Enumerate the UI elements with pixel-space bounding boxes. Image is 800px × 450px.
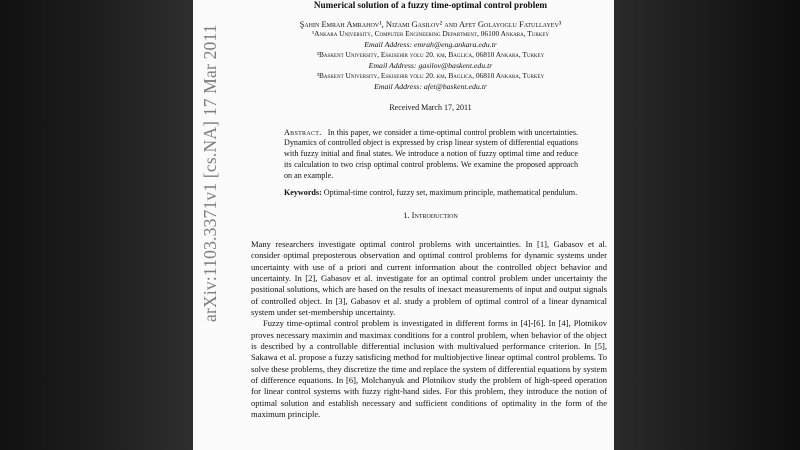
- keywords-label: Keywords:: [284, 187, 322, 197]
- front-matter: [253, 0, 608, 220]
- author-list: Şahin Emrah Amrahov¹, Nizami Gasilov² and Afet Golayoglu Fatullayev³: [299, 19, 562, 29]
- abstract: [284, 128, 578, 182]
- introduction-body: [251, 239, 607, 421]
- paper-page: [193, 0, 614, 450]
- paragraph-2: Fuzzy time-optimal control problem is investigated in different forms in [4]-[6]. In [4], Plotnikov proves necessary maximin and maximax conditions for a control problem, when behavior of the object is described by a controllable differential inclusion with multivalued performance criterion. In [5], Sakawa et al. propose a fuzzy satisficing method for multiobjective linear optimal control problems. To solve these problems, they discretize the time and replace the system of differential equations by system of difference equations. In [6], Molchanyuk and Plotnikov study the problem of high-speed operation for linear control systems with fuzzy right-hand sides. For this problem, they introduce the notion of optimal solution and establish necessary and sufficient conditions of optimality in the form of the maximum principle.: [251, 318, 607, 420]
- received-date: Received March 17, 2011: [389, 102, 472, 112]
- affiliation-3: ³Baskent University, Eskisehir yolu 20. km, Baglica, 06810 Ankara, Turkey: [316, 71, 545, 81]
- affiliation-2: ²Baskent University, Eskisehir yolu 20. km, Baglica, 06810 Ankara, Turkey: [316, 50, 545, 60]
- email-3: Email Address: afet@baskent.edu.tr: [374, 81, 487, 91]
- email-2: Email Address: gasilov@baskent.edu.tr: [368, 60, 493, 70]
- paper-title: Numerical solution of a fuzzy time-optimal control problem: [313, 0, 548, 10]
- keywords-text: Optimal-time control, fuzzy set, maximum principle, mathematical pendulum.: [323, 187, 578, 197]
- left-dark-border: [0, 0, 193, 450]
- section-heading-introduction: 1. Introduction: [403, 210, 458, 221]
- abstract-label: Abstract.: [284, 127, 322, 137]
- right-dark-border: [614, 0, 800, 450]
- keywords: [284, 188, 578, 199]
- abstract-text: In this paper, we consider a time-optimal control problem with uncertainties. Dynamics of controlled object is expressed by crisp linear system of differential equations with fuzzy initial and final states. We introduce a notion of fuzzy optimal time and reduce its calculation to two crisp optimal control problems. We examine the proposed approach on an example.: [284, 127, 578, 180]
- affiliation-1: ¹Ankara University, Computer Engineering Department, 06100 Ankara, Turkey: [311, 29, 550, 38]
- email-1: Email Address: emrah@eng.ankara.edu.tr: [364, 39, 497, 49]
- arxiv-watermark: arXiv:1103.3371v1 [cs.NA] 17 Mar 2011: [200, 24, 220, 322]
- paragraph-1: Many researchers investigate optimal control problems with uncertainties. In [1], Gabasov et al. consider optimal preposterous observation and optimal control problems for dynamic systems under uncertainty with use of a priori and current information about the controlled object behavior and uncertainty. In [2], Gabasov et al. investigate for an optimal control problem under uncertainty the positional solutions, which are based on the results of inexact measurements of input and output signals of controlled object. In [3], Gabasov et al. study a problem of optimal control of a linear dynamical system under set-membership uncertainty.: [251, 239, 607, 318]
